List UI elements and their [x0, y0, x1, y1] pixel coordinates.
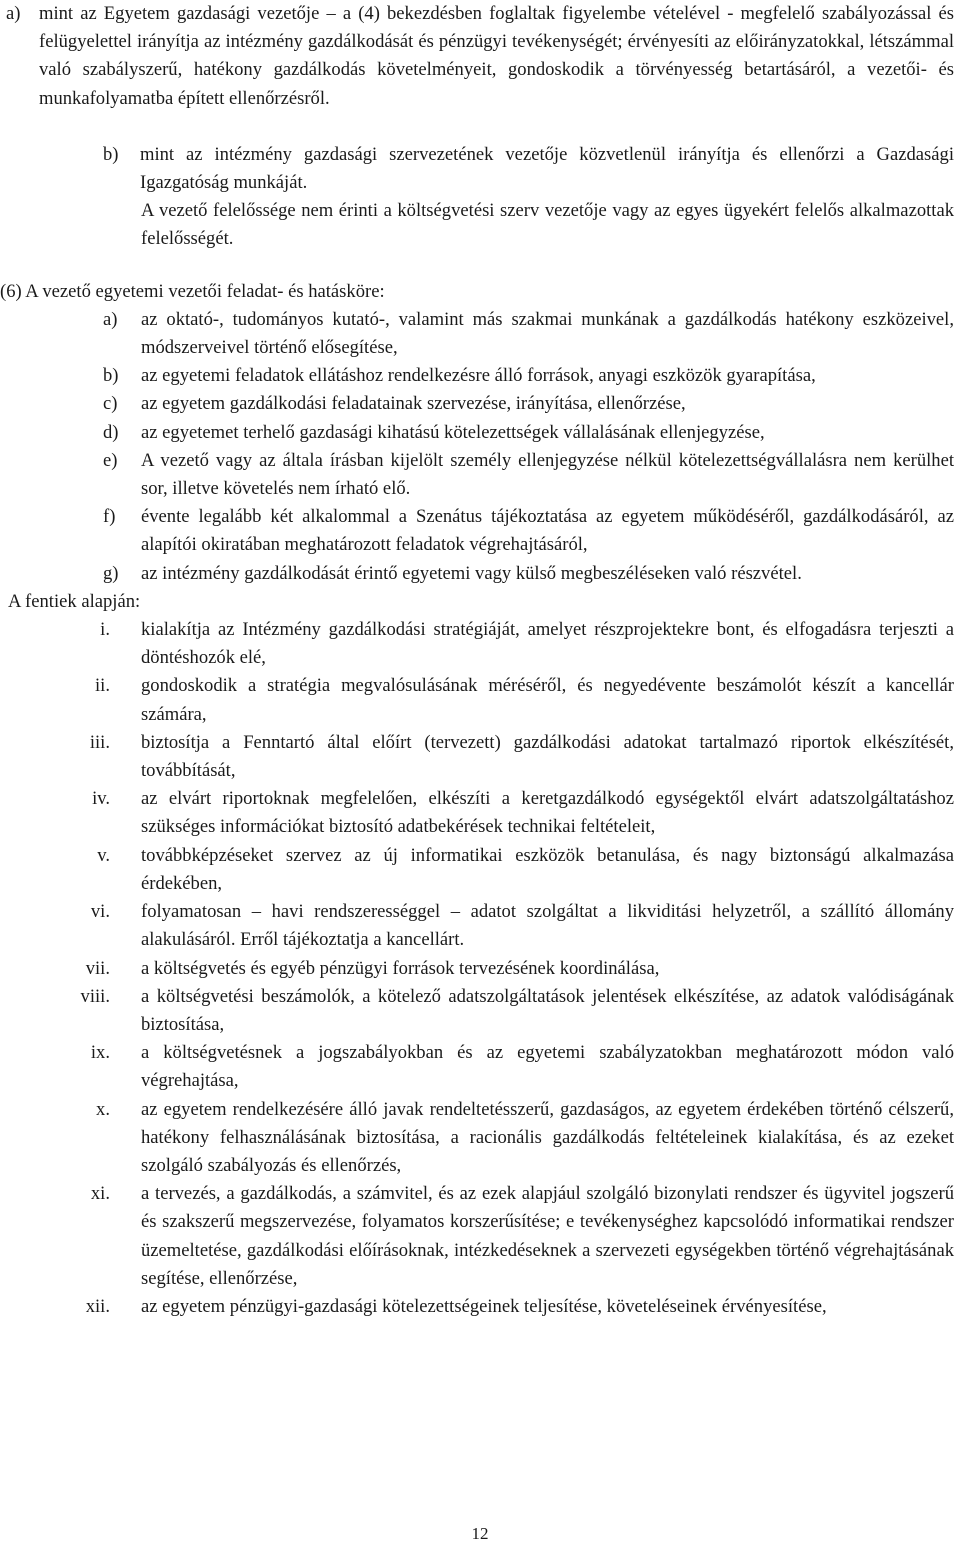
item-label: viii.: [80, 985, 110, 1007]
list-item: [0, 616, 960, 672]
list-item: [0, 955, 960, 983]
list-item: [0, 1096, 960, 1181]
list-item: [0, 419, 960, 447]
item-label: c): [103, 393, 118, 415]
item-label: ii.: [95, 675, 110, 697]
item-text: az elvárt riportoknak megfelelően, elkészíti a keretgazdálkodó egységektől elvárt adatszolgáltatáshoz szükséges információkat biztosító adatbekérések technikai feltételeit,: [141, 788, 954, 838]
fentiek-heading: A fentiek alapján:: [8, 590, 141, 612]
page-number: 12: [471, 1524, 489, 1543]
list-item: [0, 390, 960, 418]
item-text: az intézmény gazdálkodását érintő egyetemi vagy külső megbeszéléseken való részvétel.: [141, 562, 802, 584]
list-item: [0, 1180, 960, 1293]
item-text: a költségvetésnek a jogszabályokban és az egyetemi szabályzatokban meghatározott módon való végrehajtása,: [141, 1042, 954, 1092]
list-item: [0, 560, 960, 588]
section-b-note: A vezető felelőssége nem érinti a költségvetési szerv vezetője vagy az egyes ügyekért felelős alkalmazottak felelősségét.: [141, 200, 954, 250]
section-b: [0, 141, 960, 197]
item-label: e): [103, 449, 118, 471]
list-item: [0, 785, 960, 841]
list-item: [0, 447, 960, 503]
item-label: vii.: [85, 957, 110, 979]
item-label: iv.: [92, 788, 110, 810]
list-item: [0, 306, 960, 362]
section-a: [0, 0, 960, 113]
item-label: a): [103, 308, 118, 330]
list-item: [0, 672, 960, 728]
item-text: A vezető vagy az általa írásban kijelölt személy ellenjegyzése nélkül kötelezettségvállalásra nem kerülhet sor, illetve követelés nem írható elő.: [141, 449, 954, 500]
item-label: i.: [100, 619, 110, 641]
item-text: a tervezés, a gazdálkodás, a számvitel, és az ezek alapjául szolgáló bizonylati rendszer és ügyvitel jogszerű és szakszerű megszervezése, folyamatos korszerűsítése; e tevékenységhez kapcsolódó informatikai rendszer üzemeltetése, gazdálkodási előírásoknak, intézkedéseknek a szervezeti egységekben történő végrehajtásának segítése, ellenőrzése,: [141, 1183, 954, 1289]
item-label: xii.: [85, 1295, 110, 1317]
section-6-list: [0, 306, 960, 588]
list-item: [0, 362, 960, 390]
item-text: az egyetemet terhelő gazdasági kihatású kötelezettségek vállalásának ellenjegyzése,: [141, 421, 765, 443]
item-text: mint az intézmény gazdasági szervezetének vezetője közvetlenül irányítja és ellenőrzi a Gazdasági Igazgatóság munkáját.: [140, 143, 954, 194]
item-label: vi.: [90, 901, 110, 923]
section-6-heading: (6) A vezető egyetemi vezetői feladat- és hatásköre:: [0, 280, 385, 302]
item-text: folyamatosan – havi rendszerességgel – adatot szolgáltat a likviditási helyzetről, a szállító állomány alakulásáról. Erről tájékoztatja a kancellárt.: [141, 901, 954, 951]
item-text: évente legalább két alkalommal a Szenátus tájékoztatása az egyetem működéséről, gazdálkodásáról, az alapítói okiratában meghatározott feladatok végrehajtásáról,: [141, 506, 954, 556]
item-text: az egyetem gazdálkodási feladatainak szervezése, irányítása, ellenőrzése,: [141, 393, 686, 415]
list-item: [0, 503, 960, 559]
fentiek-list: [0, 616, 960, 1321]
list-item: [0, 898, 960, 954]
list-item: [0, 1293, 960, 1321]
list-item: [0, 983, 960, 1039]
item-text: mint az Egyetem gazdasági vezetője – a (4) bekezdésben foglaltak figyelembe vételével - megfelelő szabályozással és felügyelettel irányítja az intézmény gazdálkodását és pénzügyi tevékenységét; érvényesíti az előirányzatokkal, létszámmal való szabályszerű, hatékony gazdálkodás követelményeit, gondoskodik a törvényesség betartásáról, a vezetői- és munkafolyamatba épített ellenőrzésről.: [39, 3, 954, 109]
item-label: iii.: [89, 731, 110, 753]
list-item: [0, 1039, 960, 1095]
list-item: [0, 842, 960, 898]
item-label: xi.: [90, 1183, 110, 1205]
item-label: b): [103, 365, 119, 387]
item-text: az oktató-, tudományos kutató-, valamint más szakmai munkának a gazdálkodás hatékony eszközeivel, módszerveivel történő elősegítése,: [141, 308, 954, 359]
item-label: b): [103, 143, 119, 165]
list-item: [0, 729, 960, 785]
item-text: az egyetemi feladatok ellátáshoz rendelkezésre álló források, anyagi eszközök gyarapítása,: [141, 365, 816, 387]
item-text: továbbképzéseket szervez az új informatikai eszközök betanulása, és nagy biztonságú alkalmazása érdekében,: [141, 844, 954, 894]
item-text: gondoskodik a stratégia megvalósulásának méréséről, és negyedévente beszámolót készít a kancellár számára,: [141, 675, 954, 725]
item-label: f): [103, 506, 116, 528]
item-text: biztosítja a Fenntartó által előírt (tervezett) gazdálkodási adatokat tartalmazó riportok elkészítését, továbbítását,: [141, 731, 954, 782]
item-text: a költségvetés és egyéb pénzügyi források tervezésének koordinálása,: [141, 957, 660, 979]
item-label: v.: [97, 844, 110, 866]
item-text: kialakítja az Intézmény gazdálkodási stratégiáját, amelyet részprojektekre bont, és elfogadásra terjeszti a döntéshozók elé,: [141, 619, 954, 669]
item-text: az egyetem rendelkezésére álló javak rendeltetésszerű, gazdaságos, az egyetem érdekében történő célszerű, hatékony felhasználásának biztosítása, a racionális gazdálkodás feltételeinek kialakítása, és az ezeket szolgáló szabályozás és ellenőrzés,: [141, 1098, 954, 1176]
item-text: az egyetem pénzügyi-gazdasági kötelezettségeinek teljesítése, követeléseinek érvényesítése,: [141, 1295, 827, 1317]
item-label: x.: [96, 1098, 110, 1120]
item-label: g): [103, 562, 119, 584]
item-text: a költségvetési beszámolók, a kötelező adatszolgáltatások jelentések elkészítése, az adatok valódiságának biztosítása,: [141, 985, 954, 1035]
item-label: d): [103, 421, 119, 443]
item-label: ix.: [90, 1042, 110, 1064]
item-label: a): [6, 3, 21, 24]
